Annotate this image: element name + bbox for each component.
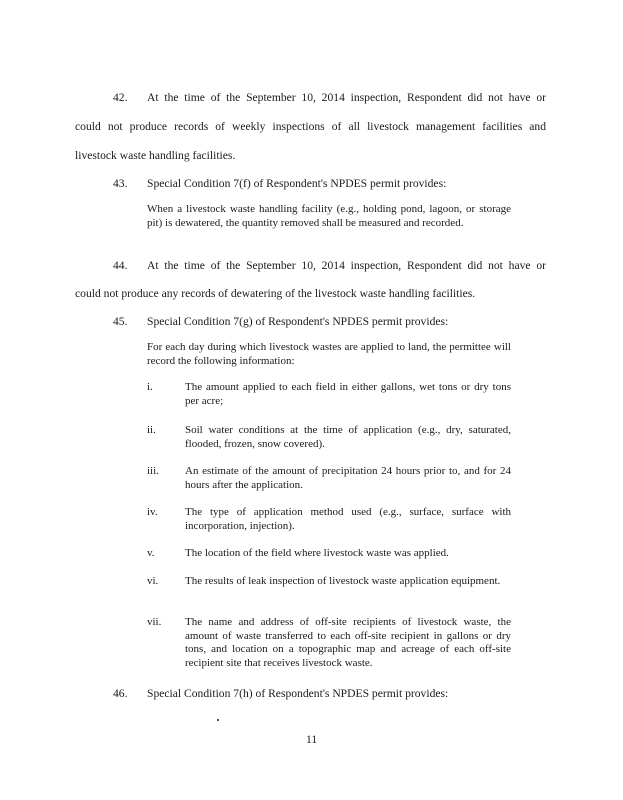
list-item-v-text: The location of the field where livestock waste was applied. — [185, 547, 449, 559]
scan-speck — [217, 719, 219, 721]
list-item-vi-text: The results of leak inspection of livestock waste application equipment. — [185, 575, 501, 587]
paragraph-42-line-3: livestock waste handling facilities. — [75, 149, 236, 162]
list-item-v-number: v. — [147, 547, 155, 559]
list-item-vii-number: vii. — [147, 616, 162, 628]
paragraph-46-intro: Special Condition 7(h) of Respondent's NPDES permit provides: — [147, 687, 449, 700]
list-item-ii-text: Soil water conditions at the time of application (e.g., dry, saturated, flooded, frozen, snow covered). — [185, 424, 511, 450]
paragraph-42-line-1: At the time of the September 10, 2014 inspection, Respondent did not have or — [147, 91, 546, 104]
list-item-ii-number: ii. — [147, 424, 156, 436]
paragraph-42-number: 42. — [113, 91, 128, 104]
paragraph-43-number: 43. — [113, 177, 128, 190]
list-item-vi-number: vi. — [147, 575, 159, 587]
paragraph-45-quote: For each day during which livestock wastes are applied to land, the permittee will record the following information: — [147, 341, 511, 367]
list-item-vii-text: The name and address of off-site recipients of livestock waste, the amount of waste transferred to each off-site recipient in gallons or dry tons, and location on a topographic map and acreage of each off-site recipient site that receives livestock waste. — [185, 616, 511, 669]
list-item-iv-number: iv. — [147, 506, 158, 518]
list-item-iv-text: The type of application method used (e.g., surface, surface with incorporation, injection). — [185, 506, 511, 532]
list-item-i-number: i. — [147, 381, 153, 393]
paragraph-45-intro: Special Condition 7(g) of Respondent's NPDES permit provides: — [147, 315, 449, 328]
paragraph-45-number: 45. — [113, 315, 128, 328]
list-item-i-text: The amount applied to each field in either gallons, wet tons or dry tons per acre; — [185, 381, 511, 407]
paragraph-43-intro: Special Condition 7(f) of Respondent's NPDES permit provides: — [147, 177, 447, 190]
list-item-iii-text: An estimate of the amount of precipitation 24 hours prior to, and for 24 hours after the application. — [185, 465, 511, 491]
paragraph-44-line-2: could not produce any records of dewatering of the livestock waste handling facilities. — [75, 287, 476, 300]
paragraph-44-number: 44. — [113, 259, 128, 272]
page-number: 11 — [306, 733, 318, 746]
paragraph-42-line-2: could not produce records of weekly inspections of all livestock management facilities and — [75, 120, 546, 133]
list-item-iii-number: iii. — [147, 465, 159, 477]
paragraph-46-number: 46. — [113, 687, 128, 700]
paragraph-43-quote: When a livestock waste handling facility (e.g., holding pond, lagoon, or storage pit) is dewatered, the quantity removed shall be measured and recorded. — [147, 203, 511, 229]
paragraph-44-line-1: At the time of the September 10, 2014 inspection, Respondent did not have or — [147, 259, 546, 272]
